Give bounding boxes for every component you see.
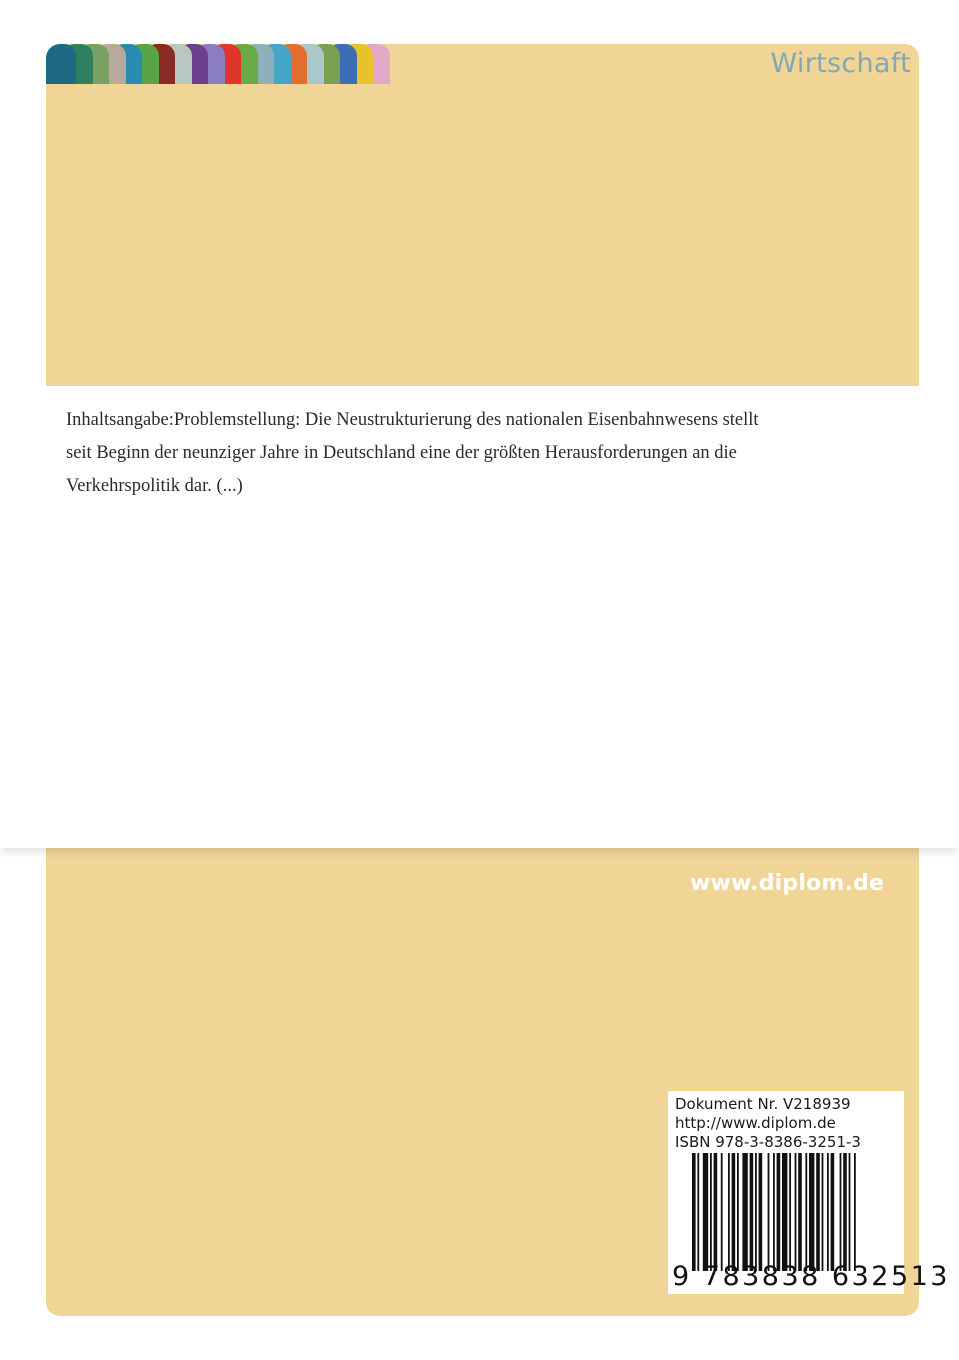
barcode-digits: 9 783838 632513 xyxy=(672,1261,950,1292)
publication-info xyxy=(675,1095,861,1152)
barcode-bar xyxy=(697,1153,699,1271)
barcode-bar xyxy=(840,1153,842,1271)
barcode-bar xyxy=(782,1153,787,1271)
publisher-url[interactable]: http://www.diplom.de xyxy=(675,1114,836,1132)
abstract-text: Inhaltsangabe:Problemstellung: Die Neustrukturierung des nationalen Eisenbahnwesens stellt seit Beginn der neunziger Jahre in Deutschland eine der größten Herausforderungen an die Verkehrspolitik dar. (...) xyxy=(66,410,759,496)
barcode-bar xyxy=(737,1153,739,1271)
barcode-bar xyxy=(755,1153,757,1271)
barcode-bar xyxy=(789,1153,791,1271)
barcode-bar xyxy=(795,1153,797,1271)
barcode-bar xyxy=(854,1153,856,1271)
barcode-bar xyxy=(805,1153,807,1271)
barcode-bar xyxy=(759,1153,763,1271)
barcode-bar xyxy=(827,1153,829,1271)
category-label: Wirtschaft xyxy=(770,48,911,79)
barcode-bar xyxy=(816,1153,820,1271)
barcode-bar xyxy=(721,1153,723,1271)
barcode-bar xyxy=(742,1153,747,1271)
barcode-bar xyxy=(798,1153,802,1271)
barcode-panel xyxy=(668,1091,950,1294)
barcode-bar xyxy=(777,1153,781,1271)
barcode-bar xyxy=(768,1153,770,1271)
isbn-number: ISBN 978-3-8386-3251-3 xyxy=(675,1133,861,1151)
barcode-bar xyxy=(703,1153,708,1271)
barcode-bar xyxy=(831,1153,835,1271)
barcode-bar xyxy=(714,1153,718,1271)
barcode-bar xyxy=(809,1153,814,1271)
barcode-bar xyxy=(710,1153,712,1271)
barcode-bar xyxy=(692,1153,696,1271)
barcode-bar xyxy=(843,1153,847,1271)
barcode-bar xyxy=(849,1153,851,1271)
barcode-bar xyxy=(773,1153,775,1271)
barcode-icon xyxy=(692,1153,902,1271)
barcode-bar xyxy=(750,1153,754,1271)
document-number: Dokument Nr. V218939 xyxy=(675,1095,851,1113)
barcode-bar xyxy=(822,1153,824,1271)
color-tab xyxy=(46,44,76,84)
barcode-bar xyxy=(732,1153,736,1271)
website-label[interactable]: www.diplom.de xyxy=(690,871,885,896)
color-tab-strip xyxy=(46,44,386,84)
barcode-bar xyxy=(728,1153,730,1271)
